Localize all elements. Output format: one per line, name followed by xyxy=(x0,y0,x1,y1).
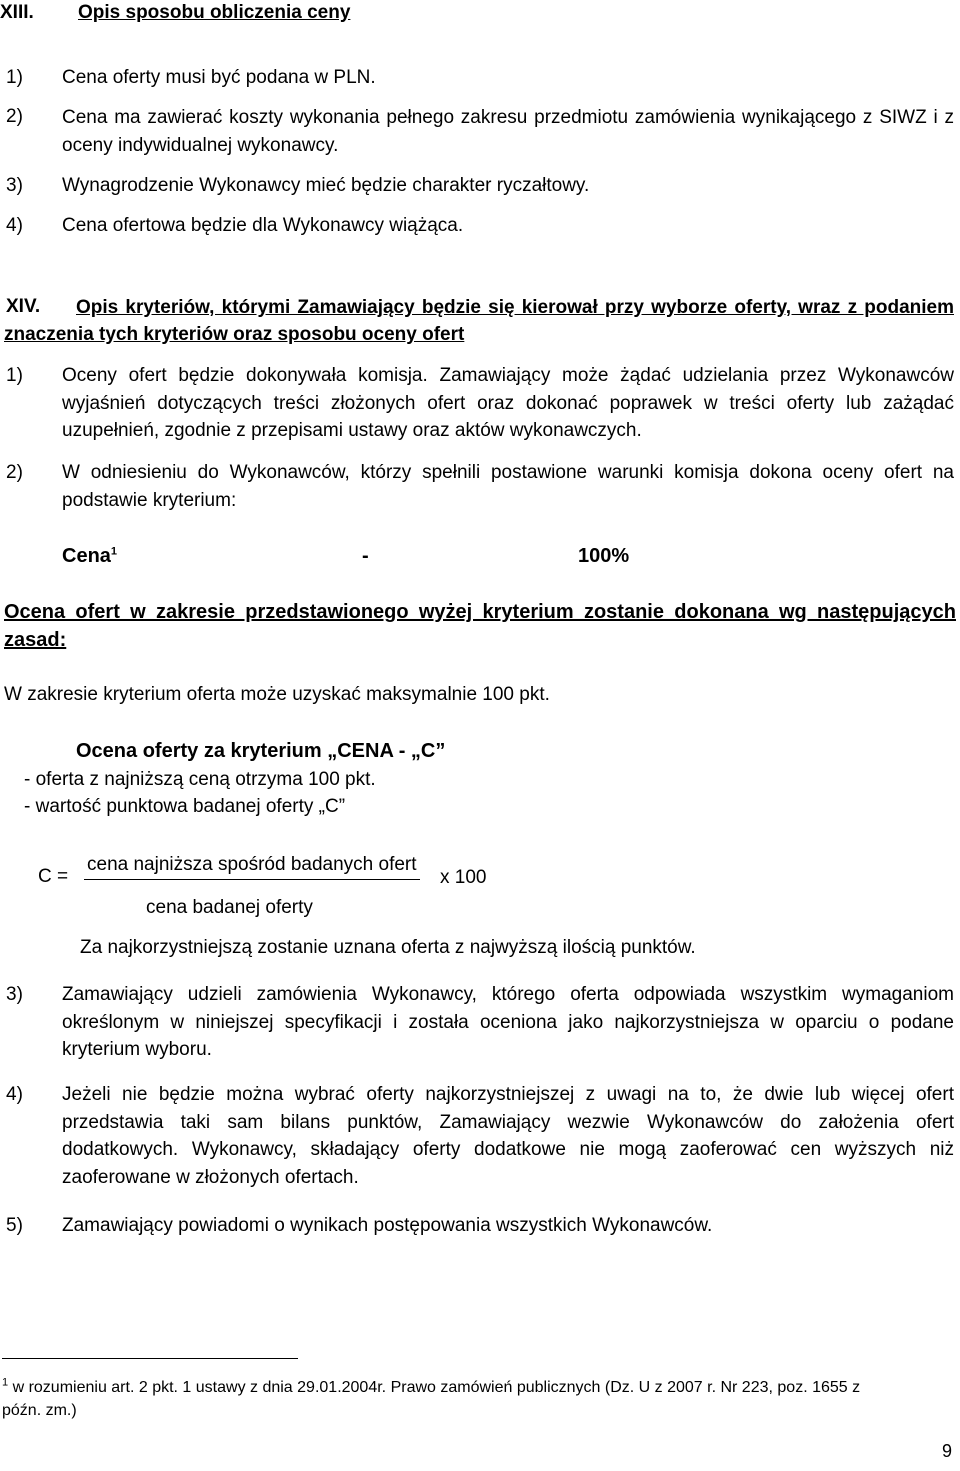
evaluation-heading: Ocena ofert w zakresie przedstawionego wyżej kryterium zostanie dokonana wg następujących zasad: xyxy=(4,601,956,651)
list-item-text: Oceny ofert będzie dokonywała komisja. Zamawiający może żądać udzielania przez Wykonawców wyjaśnień dotyczących treści złożonych ofert oraz dokonać poprawek w treści oferty lub zażądać uzupełnień, zgodnie z przepisami ustawy oraz aktów wykonawczych. xyxy=(62,365,954,441)
criterion-weight: 100% xyxy=(578,545,630,567)
section-xiv-number: XIV. xyxy=(6,296,41,317)
list-item-text: Zamawiający udzieli zamówienia Wykonawcy, którego oferta odpowiada wszystkim wymaganiom określonym w niniejszej specyfikacji i została oceniona jako najkorzystniejsza w oparciu o podane kryterium wyboru. xyxy=(62,984,954,1060)
footnote-text: w rozumieniu art. 2 pkt. 1 ustawy z dnia 29.01.2004r. Prawo zamówień publicznych (Dz. U z 2007 r. Nr 223, poz. 1655 z późn. zm.) xyxy=(2,1379,861,1419)
list-number: 2) xyxy=(6,462,23,483)
section-xiv-title: Opis kryteriów, którymi Zamawiający będzie się kierował przy wyborze oferty, wraz z podaniem znaczenia tych kryteriów oraz sposobu oceny ofert xyxy=(4,297,954,345)
formula-numerator: cena najniższa spośród badanych ofert xyxy=(87,854,417,875)
fraction-line xyxy=(84,879,420,880)
list-item-text: Zamawiający powiadomi o wynikach postępowania wszystkich Wykonawców. xyxy=(62,1215,713,1236)
list-number: 4) xyxy=(6,215,23,236)
list-item-text: W odniesieniu do Wykonawców, którzy spełnili postawione warunki komisja dokona oceny ofert na podstawie kryterium: xyxy=(62,462,954,511)
list-item-text: Cena oferty musi być podana w PLN. xyxy=(62,67,376,88)
list-number: 5) xyxy=(6,1215,23,1236)
footnote xyxy=(2,1376,902,1422)
formula-lhs: C = xyxy=(38,866,69,887)
list-number: 3) xyxy=(6,175,23,196)
criterion-dash: - xyxy=(362,545,369,567)
section-xiii-title: Opis sposobu obliczenia ceny xyxy=(78,2,351,23)
list-item-text: Cena ofertowa będzie dla Wykonawcy wiążąca. xyxy=(62,215,464,236)
criterion-name: Cena$^1$ xyxy=(62,545,118,567)
list-item-text: Jeżeli nie będzie można wybrać oferty najkorzystniejszej z uwagi na to, że dwie lub więcej ofert przedstawia taki sam bilans punktów, Zamawiający wezwie Wykonawców do założenia ofert dodatkowych. Wykonawcy, składający oferty dodatkowe nie mogą zaoferować cen wyższych niż zaoferowane w złożonych ofertach. xyxy=(62,1084,954,1188)
formula-note-1: - oferta z najniższą ceną otrzyma 100 pkt. xyxy=(24,769,376,790)
list-item-text: Cena ma zawierać koszty wykonania pełnego zakresu przedmiotu zamówienia wynikającego z SIWZ i z oceny indywidualnej wykonawcy. xyxy=(62,107,954,156)
footnote-marker: 1 xyxy=(2,1376,9,1389)
list-item-text: Wynagrodzenie Wykonawcy mieć będzie charakter ryczałtowy. xyxy=(62,175,590,196)
formula-title: Ocena oferty za kryterium „CENA - „C” xyxy=(76,740,446,762)
max-points-text: W zakresie kryterium oferta może uzyskać maksymalnie 100 pkt. xyxy=(4,684,550,705)
list-number: 1) xyxy=(6,365,23,386)
list-item xyxy=(6,67,23,89)
formula-note-2: - wartość punktowa badanej oferty „C” xyxy=(24,796,346,817)
section-xiii-number: XIII. xyxy=(0,2,34,23)
page-number: 9 xyxy=(942,1441,953,1461)
formula-denominator: cena badanej oferty xyxy=(146,897,313,918)
best-offer-text: Za najkorzystniejszą zostanie uznana oferta z najwyższą ilością punktów. xyxy=(80,937,696,958)
list-number: 3) xyxy=(6,984,23,1005)
list-number: 4) xyxy=(6,1084,23,1105)
list-number: 1) xyxy=(6,67,23,88)
formula-multiplier: x 100 xyxy=(440,867,487,888)
list-number: 2) xyxy=(6,106,23,127)
footnote-rule xyxy=(2,1358,298,1359)
footnote-ref: 1 xyxy=(110,545,118,558)
